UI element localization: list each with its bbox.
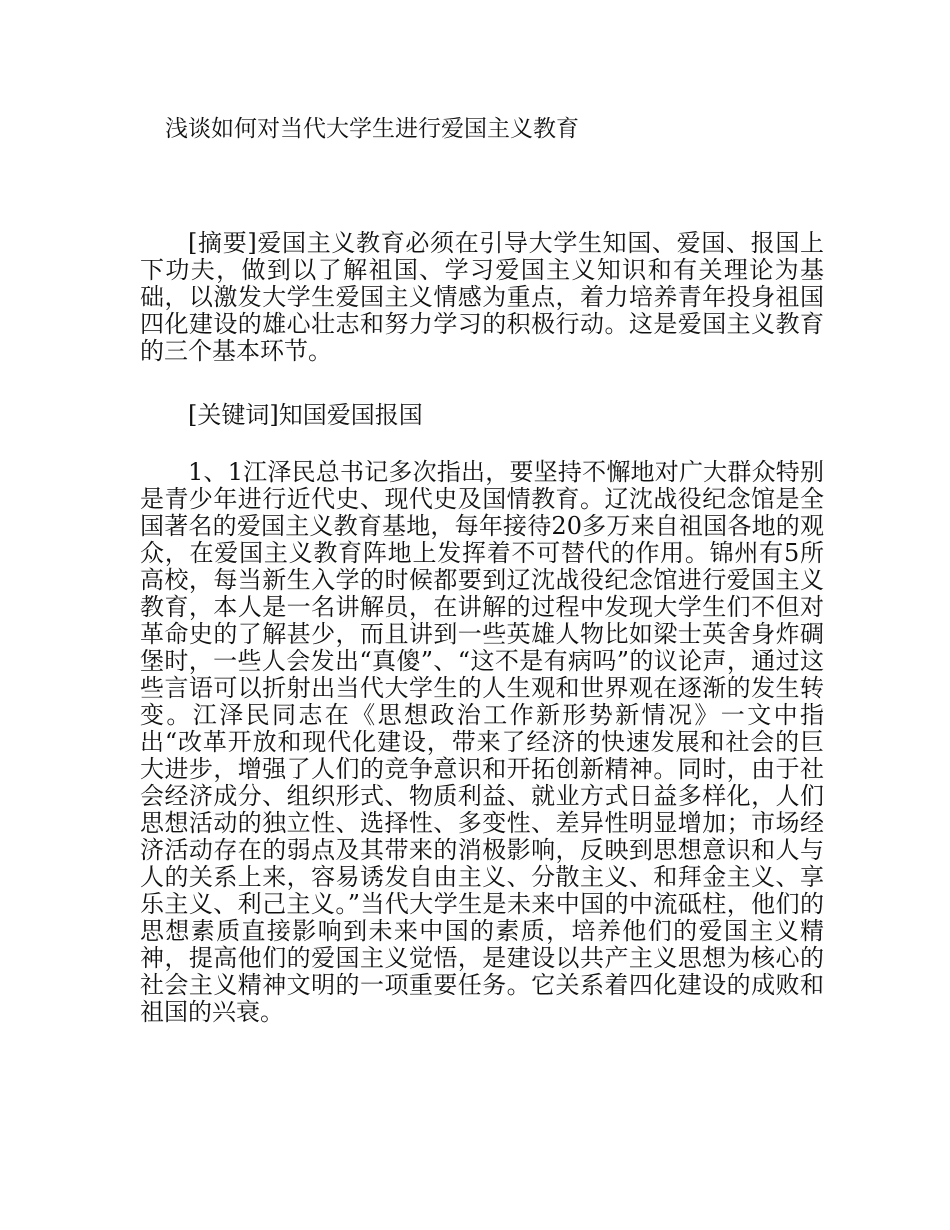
body-paragraph: 1、1江泽民总书记多次指出，要坚持不懈地对广大群众特别是青少年进行近代史、现代史及国情教育。辽沈战役纪念馆是全国著名的爱国主义教育基地，每年接待20多万来自祖国各地的观众，在爱国主义教育阵地上发挥着不可替代的作用。锦州有5所高校，每当新生入学的时候都要到辽沈战役纪念馆进行爱国主义教育，本人是一名讲解员，在讲解的过程中发现大学生们不但对革命史的了解甚少，而且讲到一些英雄人物比如梁士英舍身炸碉堡时，一些人会发出“真傻”、“这不是有病吗”的议论声，通过这些言语可以折射出当代大学生的人生观和世界观在逐渐的发生转变。江泽民同志在《思想政治工作新形势新情况》一文中指出“改革开放和现代化建设，带来了经济的快速发展和社会的巨大进步，增强了人们的竞争意识和开拓创新精神。同时，由于社会经济成分、组织形式、物质利益、就业方式日益多样化，人们思想活动的独立性、选择性、多变性、差异性明显增加；市场经济活动存在的弱点及其带来的消极影响，反映到思想意识和人与人的关系上来，容易诱发自由主义、分散主义、和拜金主义、享乐主义、利己主义。”当代大学生是未来中国的中流砥柱，他们的思想素质直接影响到未来中国的素质，培养他们的爱国主义精神，提高他们的爱国主义觉悟，是建设以共产主义思想为核心的社会主义精神文明的一项重要任务。它关系着四化建设的成败和祖国的兴衰。 <box>140 458 824 1026</box>
keywords-paragraph: [关键词]知国爱国报国 <box>188 401 423 429</box>
document-title: 浅谈如何对当代大学生进行爱国主义教育 <box>165 116 579 142</box>
abstract-paragraph: [摘要]爱国主义教育必须在引导大学生知国、爱国、报国上下功夫，做到以了解祖国、学习爱国主义知识和有关理论为基础，以激发大学生爱国主义情感为重点，着力培养青年投身祖国四化建设的雄心壮志和努力学习的积极行动。这是爱国主义教育的三个基本环节。 <box>140 229 824 365</box>
